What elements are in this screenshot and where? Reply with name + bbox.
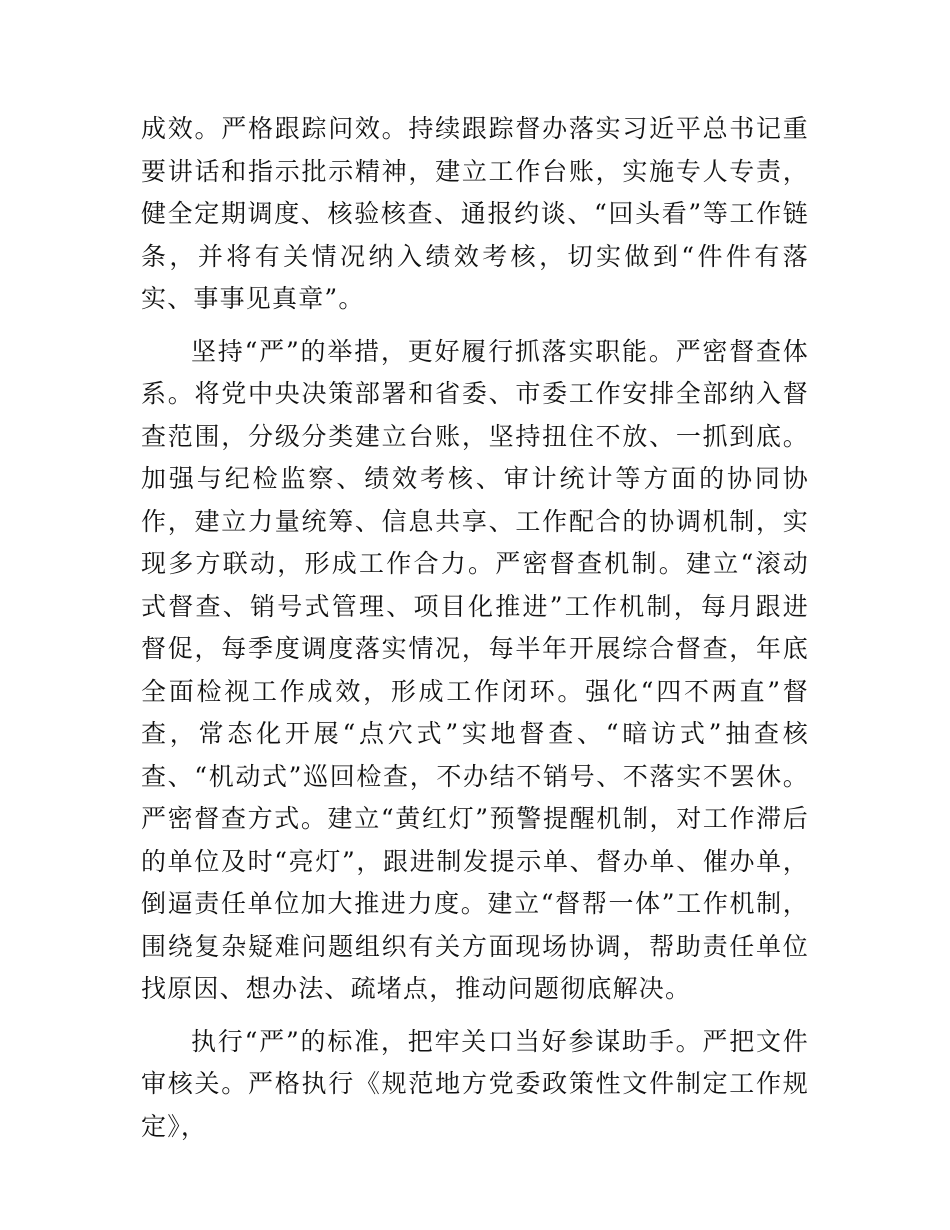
paragraph-continued: 成效。严格跟踪问效。持续跟踪督办落实习近平总书记重要讲话和指示批示精神，建立工作台账，实施专人专责，健全定期调度、核验核查、通报约谈、“回头看”等工作链条，并将有关情况纳入绩效考核，切实做到“件件有落实、事事见真章”。	[141, 114, 809, 313]
paragraph-strict-measures: 坚持“严”的举措，更好履行抓落实职能。严密督查体系。将党中央决策部署和省委、市委工作安排全部纳入督查范围，分级分类建立台账，坚持扭住不放、一抓到底。加强与纪检监察、绩效考核、审计统计等方面的协同协作，建立力量统筹、信息共享、工作配合的协调机制，实现多方联动，形成工作合力。严密督查机制。建立“滚动式督查、销号式管理、项目化推进”工作机制，每月跟进督促，每季度调度落实情况，每半年开展综合督查，年底全面检视工作成效，形成工作闭环。强化“四不两直”督查，常态化开展“点穴式”实地督查、“暗访式”抽查核查、“机动式”巡回检查，不办结不销号、不落实不罢休。严密督查方式。建立“黄红灯”预警提醒机制，对工作滞后的单位及时“亮灯”，跟进制发提示单、督办单、催办单，倒逼责任单位加大推进力度。建立“督帮一体”工作机制，围绕复杂疑难问题组织有关方面现场协调，帮助责任单位找原因、想办法、疏堵点，推动问题彻底解决。	[141, 336, 809, 1003]
paragraph-strict-standards: 执行“严”的标准，把牢关口当好参谋助手。严把文件审核关。严格执行《规范地方党委政策性文件制定工作规定》，	[141, 1026, 809, 1141]
document-body	[141, 108, 809, 1158]
